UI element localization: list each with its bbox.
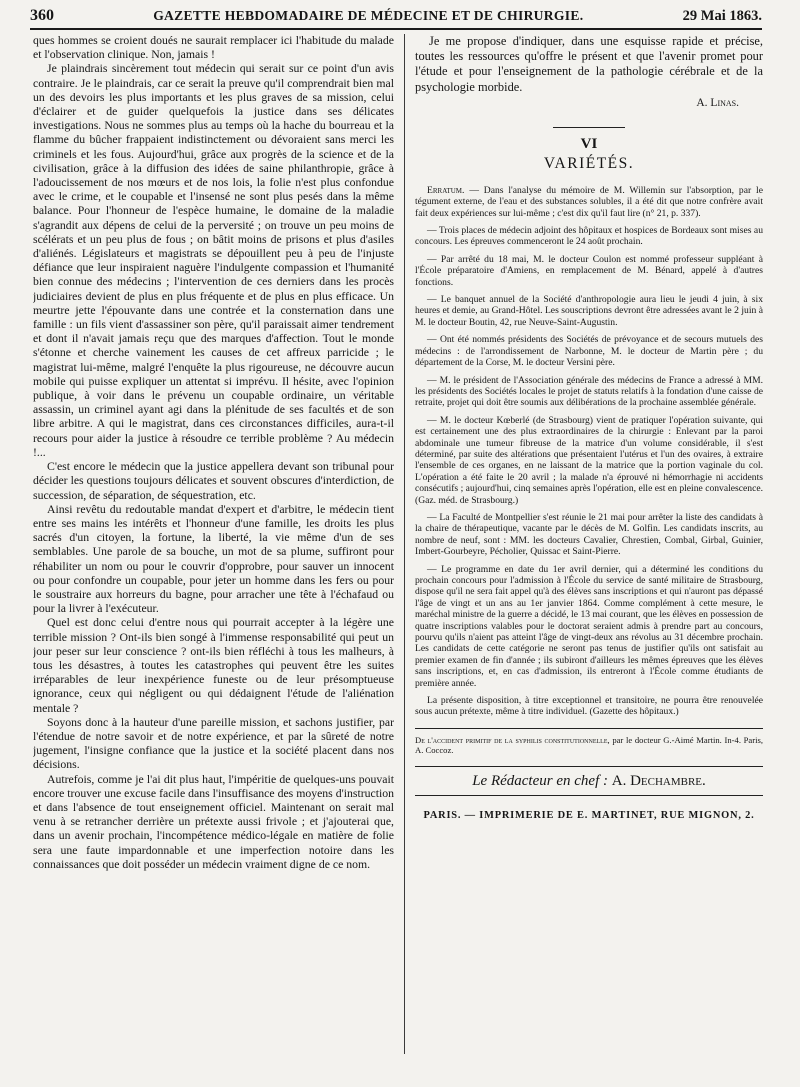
page-number: 360: [30, 7, 54, 24]
paragraph: ques hommes se croient doués ne saurait remplacer ici l'habitude du malade et l'observation clinique. Non, jamais !: [33, 34, 394, 62]
news-item: — Par arrêté du 18 mai, M. le docteur Coulon est nommé professeur suppléant à l'École préparatoire d'Amiens, en remplacement de M. Bénard, appelé à d'autres fonctions.: [415, 253, 763, 288]
editor-line: [415, 766, 763, 796]
closing-paragraph: Je me propose d'indiquer, dans une esquisse rapide et précise, toutes les ressources qu'offre le présent et que l'avenir promet pour l'étude et pour l'enseignement de la pathologie cérébrale et de la psychologie morbide.: [415, 34, 763, 94]
section-title: VARIÉTÉS.: [543, 154, 635, 172]
editor-name: A. Dechambre.: [611, 772, 706, 789]
section-number: VI: [580, 135, 598, 152]
news-item: — Trois places de médecin adjoint des hôpitaux et hospices de Bordeaux sont mises au concours. Les épreuves commenceront le 24 août prochain.: [415, 225, 763, 248]
editor-label: Le Rédacteur en chef :: [472, 772, 608, 789]
news-item: — M. le docteur Kœberlé (de Strasbourg) vient de pratiquer l'opération suivante, qui est certainement une des plus extraordinaires de la chirurgie : Enlevant par la paroi abdominale une tumeur fibreuse de la matrice d'un volume considérable, il s'est déterminé, par suite des altérations que présentaient l'utérus et l'un des ovaires, à extraire l'ensemble de ces organes, en ne laissant de la matrice que la portion vaginale du col. L'opération a été faite le 20 avril ; la malade n'a éprouvé ni hémorrhagie ni accidents consécutifs ; aujourd'hui, cinq semaines après l'opération, elle est en pleine convalescence. (Gaz. méd. de Strasbourg.): [415, 414, 763, 506]
paragraph: C'est encore le médecin que la justice appellera devant son tribunal pour décider les questions toujours délicates et souvent obscures d'interdiction, de succession, de séparation, de séquestration, etc.: [33, 460, 394, 502]
news-item: — Ont été nommés présidents des Sociétés de prévoyance et de secours mutuels des médecins : de l'arrondissement de Narbonne, M. le docteur de Martin père ; du département de la Corse, M. le docteur Versini père.: [415, 334, 763, 369]
news-item: — Le programme en date du 1er avril dernier, qui a déterminé les conditions du prochain concours pour l'admission à l'École du service de santé militaire de Strasbourg, dispose qu'il ne sera fait appel qu'à des élèves sans inscriptions et qui n'auront pas dépassé l'âge de vingt et un ans au 1er janvier 1864. Comme complément à cette mesure, le maréchal ministre de la guerre a décidé, le 13 mai courant, que les élèves en possession de quatre inscriptions valables pour le doctorat seraient admis à prendre part au concours, pourvu qu'ils n'aient pas atteint l'âge de vingt-deux ans révolus au 31 décembre prochain. Les candidats de cette catégorie ne seront pas tenus de justifier qu'ils ont satisfait au premier examen de fin d'année ; ils subiront d'ailleurs les mêmes épreuves que les élèves sans inscriptions, et, en cas d'admission, ils entreront à l'École comme étudiants de première année.: [415, 563, 763, 689]
news-item: Erratum. — Dans l'analyse du mémoire de M. Willemin sur l'absorption, par le tégument externe, de l'eau et des substances solubles, il a été dit que notre confrère avait fait deux expériences sur lui-même ; c'est dix qu'il faut lire (n° 21, p. 337).: [415, 184, 763, 219]
book-title: De l'accident primitif de la syphilis constitutionnelle,: [415, 734, 610, 745]
book-details: par le docteur G.-Aimé Martin. In-4. Paris, A. Coccoz.: [415, 734, 763, 756]
bibliography-entry: [415, 728, 763, 756]
running-header: [30, 4, 762, 30]
paragraph: Je plaindrais sincèrement tout médecin qui serait sur ce point d'un avis contraire. Je le plaindrais, car ce serait la preuve qu'il comprendrait bien mal un des devoirs les plus importants et les plus graves de sa mission, celui d'éclairer et de guider quelquefois la justice dans ses délicates investigations. Nous ne sommes plus au temps où la hache du bourreau et la flamme du bûcher frappaient indistinctement ou dévoraient sans merci les criminels et les fous. Aujourd'hui, grâce aux progrès de la science et de la civilisation, grâce à la diffusion des idées de saine philanthropie, grâce à l'adoucissement de nos mœurs et de nos lois, la folie n'est plus confondue avec le crime, et le coupable et l'insensé ne sont plus pesés dans la même balance. Pour l'honneur de l'espèce humaine, le domaine de la maladie s'agrandit aux dépens de celui de la perversité ; on trouve un peu moins de scélérats et un peu plus de fous ; on bâtit moins de prisons et plus d'asiles d'aliénés. Législateurs et magistrats se dépouillent peu à peu de l'injuste défiance que leur inspiraient naguère l'indulgente compassion et l'humanité bien connue des médecins ; l'intervention de ces derniers dans les procès judiciaires devient de plus en plus fréquente et de plus en plus efficace. Un meurtre jette l'épouvante dans une contrée et la consternation dans une famille : un fils vient d'assassiner son père, qu'il paraissait aimer tendrement et dont il n'avait jamais reçu que des marques d'affection. Tout le monde s'étonne et cherche vainement les causes de cet affreux parricide ; le magistrat lui-même, malgré l'enquête la plus rigoureuse, ne découvre aucun mobile qui puisse expliquer un attentat si imprévu. Il hésite, avec l'opinion publique, à voir dans le prévenu un coupable ordinaire, un véritable assassin, un criminel ayant agi dans la plénitude de ses facultés et de son libre arbitre. A qui le magistrat, dans ces circonstances difficiles, aura-t-il recours pour aider la justice à résoudre ce terrible problème ? Au médecin !...: [33, 62, 394, 459]
author-signature: A. Linas.: [696, 96, 739, 109]
left-column: [33, 34, 394, 1054]
right-column: [415, 34, 763, 1084]
news-item: La présente disposition, à titre exceptionnel et transitoire, ne pourra être renouvelée sous aucun prétexte, même à titre individuel. (Gazette des hôpitaux.): [415, 695, 763, 718]
printer-imprint: PARIS. — IMPRIMERIE DE E. MARTINET, RUE MIGNON, 2.: [423, 809, 755, 821]
paragraph: Quel est donc celui d'entre nous qui pourrait accepter à la légère une terrible mission ? Ont-ils bien songé à l'immense responsabilité qui peut un jour peser sur leur conscience ? ont-ils bien réfléchi à tous les malheurs, à tous les désastres, à toutes les catastrophes qui peuvent être les suites irréparables de leur inexpérience funeste ou de leur présomptueuse ignorance, ceux qui négligent ou qui dédaignent l'étude de l'aliénation mentale ?: [33, 616, 394, 715]
paragraph: Soyons donc à la hauteur d'une pareille mission, et sachons justifier, par l'étendue de notre savoir et de notre expérience, et par la sûreté de notre jugement, l'insigne confiance que la justice et la société placent dans nos décisions.: [33, 715, 394, 772]
paragraph: Autrefois, comme je l'ai dit plus haut, l'impéritie de quelques-uns pouvait encore trouver une excuse facile dans l'insuffisance des moyens d'instruction et dans l'absence de tout enseignement officiel. Maintenant on serait mal venu à se retrancher derrière un prétexte aussi frivole ; et j'ajouterai que, dans un avenir prochain, l'incompétence médico-légale en matière de folie sera une faute impardonnable et une imperfection notoire dans les connaissances que doit posséder un médecin vraiment digne de ce nom.: [33, 772, 394, 871]
news-item: — M. le président de l'Association générale des médecins de France a adressé à MM. les présidents des Sociétés locales le projet de statuts relatifs à la fondation d'une caisse de retraite, projet qui doit être soumis aux délibérations de la prochaine assemblée générale.: [415, 374, 763, 409]
journal-title: GAZETTE HEBDOMADAIRE DE MÉDECINE ET DE CHIRURGIE.: [153, 8, 584, 23]
news-item: — La Faculté de Montpellier s'est réunie le 21 mai pour arrêter la liste des candidats à la chaire de thérapeutique, vacante par le décès de M. Golfin. Les candidats inscrits, au nombre de neuf, sont : MM. les docteurs Cavalier, Chrestien, Combal, Girbal, Guinier, Imbert-Gourbeyre, Pécholier, Quissac et Saint-Pierre.: [415, 511, 763, 558]
section-separator: [553, 127, 625, 128]
issue-date: 29 Mai 1863.: [682, 7, 762, 24]
news-list: [415, 185, 763, 718]
paragraph: Ainsi revêtu du redoutable mandat d'expert et d'arbitre, le médecin tient entre ses mains les intérêts et l'honneur d'une famille, les droits les plus sacrés d'un citoyen, la fortune, la liberté, la vie même d'un de ses semblables. Une parole de sa bouche, un mot de sa plume, suffiront pour réhabiliter un nom ou pour le couvrir d'opprobre, pour sauver un innocent ou pour confondre un coupable, pour jeter un homme dans les fers ou pour le soustraire aux horreurs du bagne, pour arracher une tête à l'échafaud ou pour la livrer à l'exécuteur.: [33, 502, 394, 616]
news-item: — Le banquet annuel de la Société d'anthropologie aura lieu le jeudi 4 juin, à six heures et demie, au Grand-Hôtel. Les souscriptions devront être adressées avant le 2 juin à M. le docteur Boutin, 42, rue Neuve-Saint-Augustin.: [415, 294, 763, 328]
column-divider: [404, 34, 405, 1054]
